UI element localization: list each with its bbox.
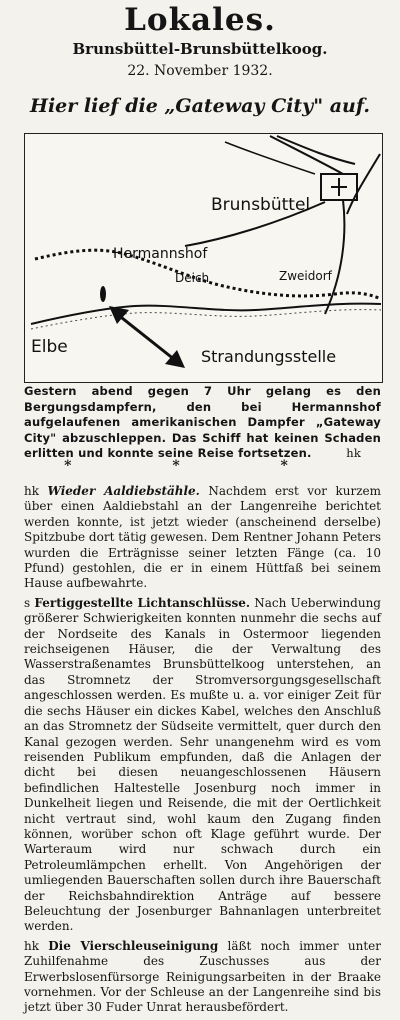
article-heading: Die Vierschleuseinigung	[48, 938, 219, 953]
article-text: Nach Ueberwindung größerer Schwierigkeiten konnten nunmehr die sechs auf der Nordseite des Kanals in Ostermoor liegenden reichseigenen Häuser, die der Verwaltung des Wasserstraßenamtes Brunsbüttelkoog unterstehen, an das Stromnetz der Stromversorgungsgesellschaft angeschlossen werden. Es mußte u. a. vor einiger Zeit für die sechs Häuser ein dickes Kabel, welches den Anschluß an das Stromnetz der Südseite vermittelt, quer durch den Kanal gezogen werden. Sehr unangenehm wird es vom reisenden Publikum empfunden, daß die Anlagen der dicht bei diesen neuangeschlossenen Häusern befindlichen Haltestelle Josenburg noch immer in Dunkelheit liegen und Reisende, die mit der Oertlichkeit nicht vertraut sind, wohl kaum den Zugang finden können, worüber schon oft Klage geführt wurde. Der Warteraum wird nur schwach durch ein Petroleumlämpchen erhellt. Von Angehörigen der umliegenden Bauerschaften sollen durch ihre Bauerschaft der Reichsbahndirektion Anträge auf bessere Beleuchtung der Josenburger Bahnanlagen unterbreitet werden.	[24, 595, 381, 934]
road-to-zweidorf	[325, 200, 344, 314]
article-aaldiebstahl	[24, 484, 381, 592]
map-label-town: Brunsbüttel	[211, 195, 311, 215]
article-prefix: hk	[24, 938, 39, 953]
section-title: Lokales.	[124, 2, 276, 38]
ship-marker	[100, 286, 106, 302]
article-prefix: s	[24, 595, 31, 610]
article-heading: Fertiggestellte Lichtanschlüsse.	[34, 595, 251, 610]
separator-stars: * * *	[64, 458, 336, 474]
stranding-arrow	[117, 314, 175, 360]
article-text: Nachdem erst vor kurzem über einen Aaldiebstahl an der Langenreihe berichtet werden konnte, ist jetzt wieder (anscheinend derselbe) Spitzbube dort tätig gewesen. Dem Rentner Johann Peters wurden die Erträgnisse seiner letzten Fänge (ca. 10 Pfund) gestohlen, die er in einem Hüttfaß bei seinem Hause aufbewahrte.	[24, 484, 381, 591]
dateline: 22. November 1932.	[127, 63, 273, 79]
article-vierschleuse	[24, 939, 381, 1016]
article-text: läßt noch immer unter Zuhilfenahme des Zuschusses aus der Erwerbslosenfürsorge Reinigungsarbeiten in der Braake vornehmen. Vor der Schleuse an der Langenreihe sind bis jetzt über 30 Fuder Unrat herausbefördert.	[24, 938, 382, 1015]
church-cross	[331, 178, 347, 196]
locality-heading: Brunsbüttel-Brunsbüttelkoog.	[72, 40, 328, 58]
article-heading: Wieder Aaldiebstähle.	[47, 484, 200, 498]
canal-line	[270, 136, 343, 174]
map-label-dike: Deich	[175, 271, 210, 285]
lead-text: Gestern abend gegen 7 Uhr gelang es den Bergungsdampfern, den bei Hermannshof aufgelaufenen amerikanischen Dampfer „Gateway City" abzuschleppen. Das Schiff hat keinen Schaden erlitten und konnte seine Reise fortsetzen.	[24, 384, 381, 460]
map-label-site: Strandungsstelle	[201, 347, 337, 366]
lead-signature: hk	[346, 446, 361, 460]
map-label-river: Elbe	[31, 337, 68, 357]
map-label-estate: Hermannshof	[113, 246, 208, 262]
lead-paragraph	[24, 384, 381, 462]
article-lichtanschluesse	[24, 596, 381, 935]
map-illustration	[24, 133, 383, 383]
news-column	[24, 484, 381, 1020]
article-headline: Hier lief die „Gateway City" auf.	[30, 95, 370, 117]
map-svg	[25, 134, 382, 382]
article-prefix: hk	[24, 484, 39, 498]
map-label-village: Zweidorf	[279, 269, 332, 283]
